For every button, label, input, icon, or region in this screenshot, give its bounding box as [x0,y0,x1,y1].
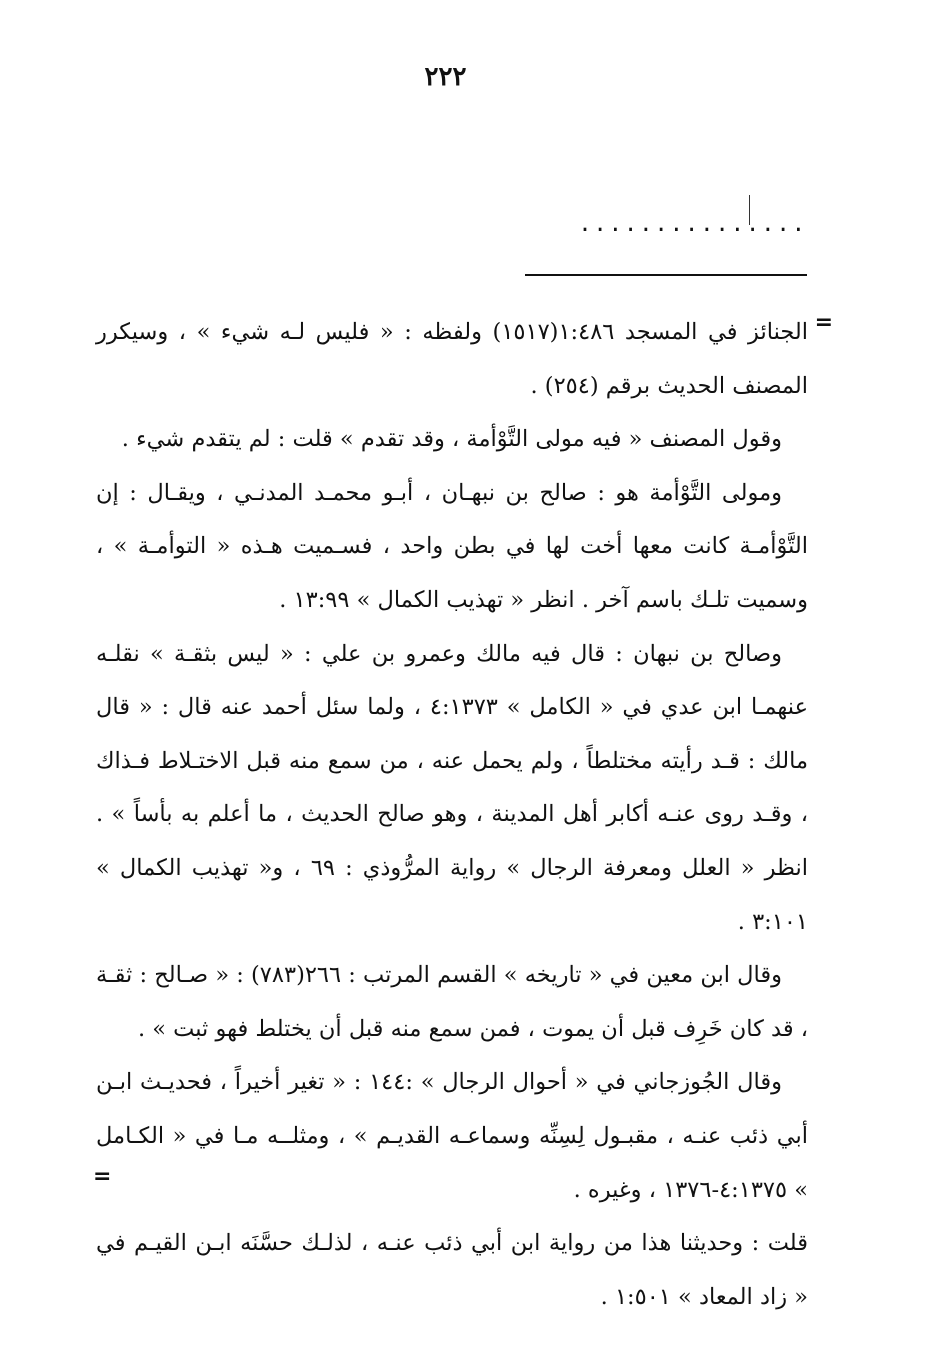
paragraph-4: وصالح بن نبهان : قال فيه مالك وعمرو بن علي : « ليس بثقـة » نقلـه عنهمـا ابن عدي في « الكامل » ٤:١٣٧٣ ، ولما سئل أحمد عنه قال : « قال مالك : قـد رأيته مختلطاً ، ولم يحمل عنه ، من سمع منه قبل الاختـلاط فـذاك ، وقـد روى عنـه أكابر أهل المدينة ، وهو صالح الحديث ، ما أعلم به بأساً » . انظر « العلل ومعرفة الرجال » رواية المرُّوذي : ٦٩ ، و« تهذيب الكمال » ٣:١٠١ . [96,640,808,935]
dotted-separator: ............... [578,212,807,237]
paragraph-2: وقول المصنف « فيه مولى التَّوْأمة ، وقد تقدم » قلت : لم يتقدم شيء . [121,426,782,453]
page-number: ٢٢٢ [424,62,467,92]
continuation-mark-top: = [814,310,833,335]
continuation-mark-bottom: = [93,1164,112,1189]
paragraph-1: الجنائز في المسجد ١:٤٨٦(١٥١٧) ولفظه : « فليس لـه شيء » ، وسيكرر المصنف الحديث برقم (٢٥٤) . [96,319,808,399]
footnote-body [96,306,808,1324]
paragraph-6: وقال الجُوزجاني في « أحوال الرجال » :١٤٤ : « تغير أخيراً ، فحديـث ابـن أبي ذئب عنـه ، مقبـول لِسِنِّه وسماعـه القديـم » ، ومثلــه مـا في « الكـامل » ٤:١٣٧٥-١٣٧٦ ، وغيره . [96,1069,808,1203]
footnote-rule [525,274,807,276]
paragraph-3: ومولى التَّوْأمة هو : صالح بن نبهـان ، أبـو محمـد المدنـي ، ويقـال : إن التَّوْأمـة كانت معها أخت لها في بطن واحد ، فسـميت هـذه « التوأمـة » ، وسميت تلـك باسم آخر . انظر « تهذيب الكمال » ١٣:٩٩ . [96,479,808,613]
paragraph-5: وقال ابن معين في « تاريخه » القسم المرتب : ٢٦٦(٧٨٣) : « صـالح : ثقـة ، قد كان خَرِف قبل أن يموت ، فمن سمع منه قبل أن يختلط فهو ثبت » . [96,962,808,1042]
paragraph-7: قلت : وحديثنا هذا من رواية ابن أبي ذئب عنـه ، لذلـك حسَّنَه ابـن القيـم في « زاد المعاد » ١:٥٠١ . [96,1230,808,1310]
